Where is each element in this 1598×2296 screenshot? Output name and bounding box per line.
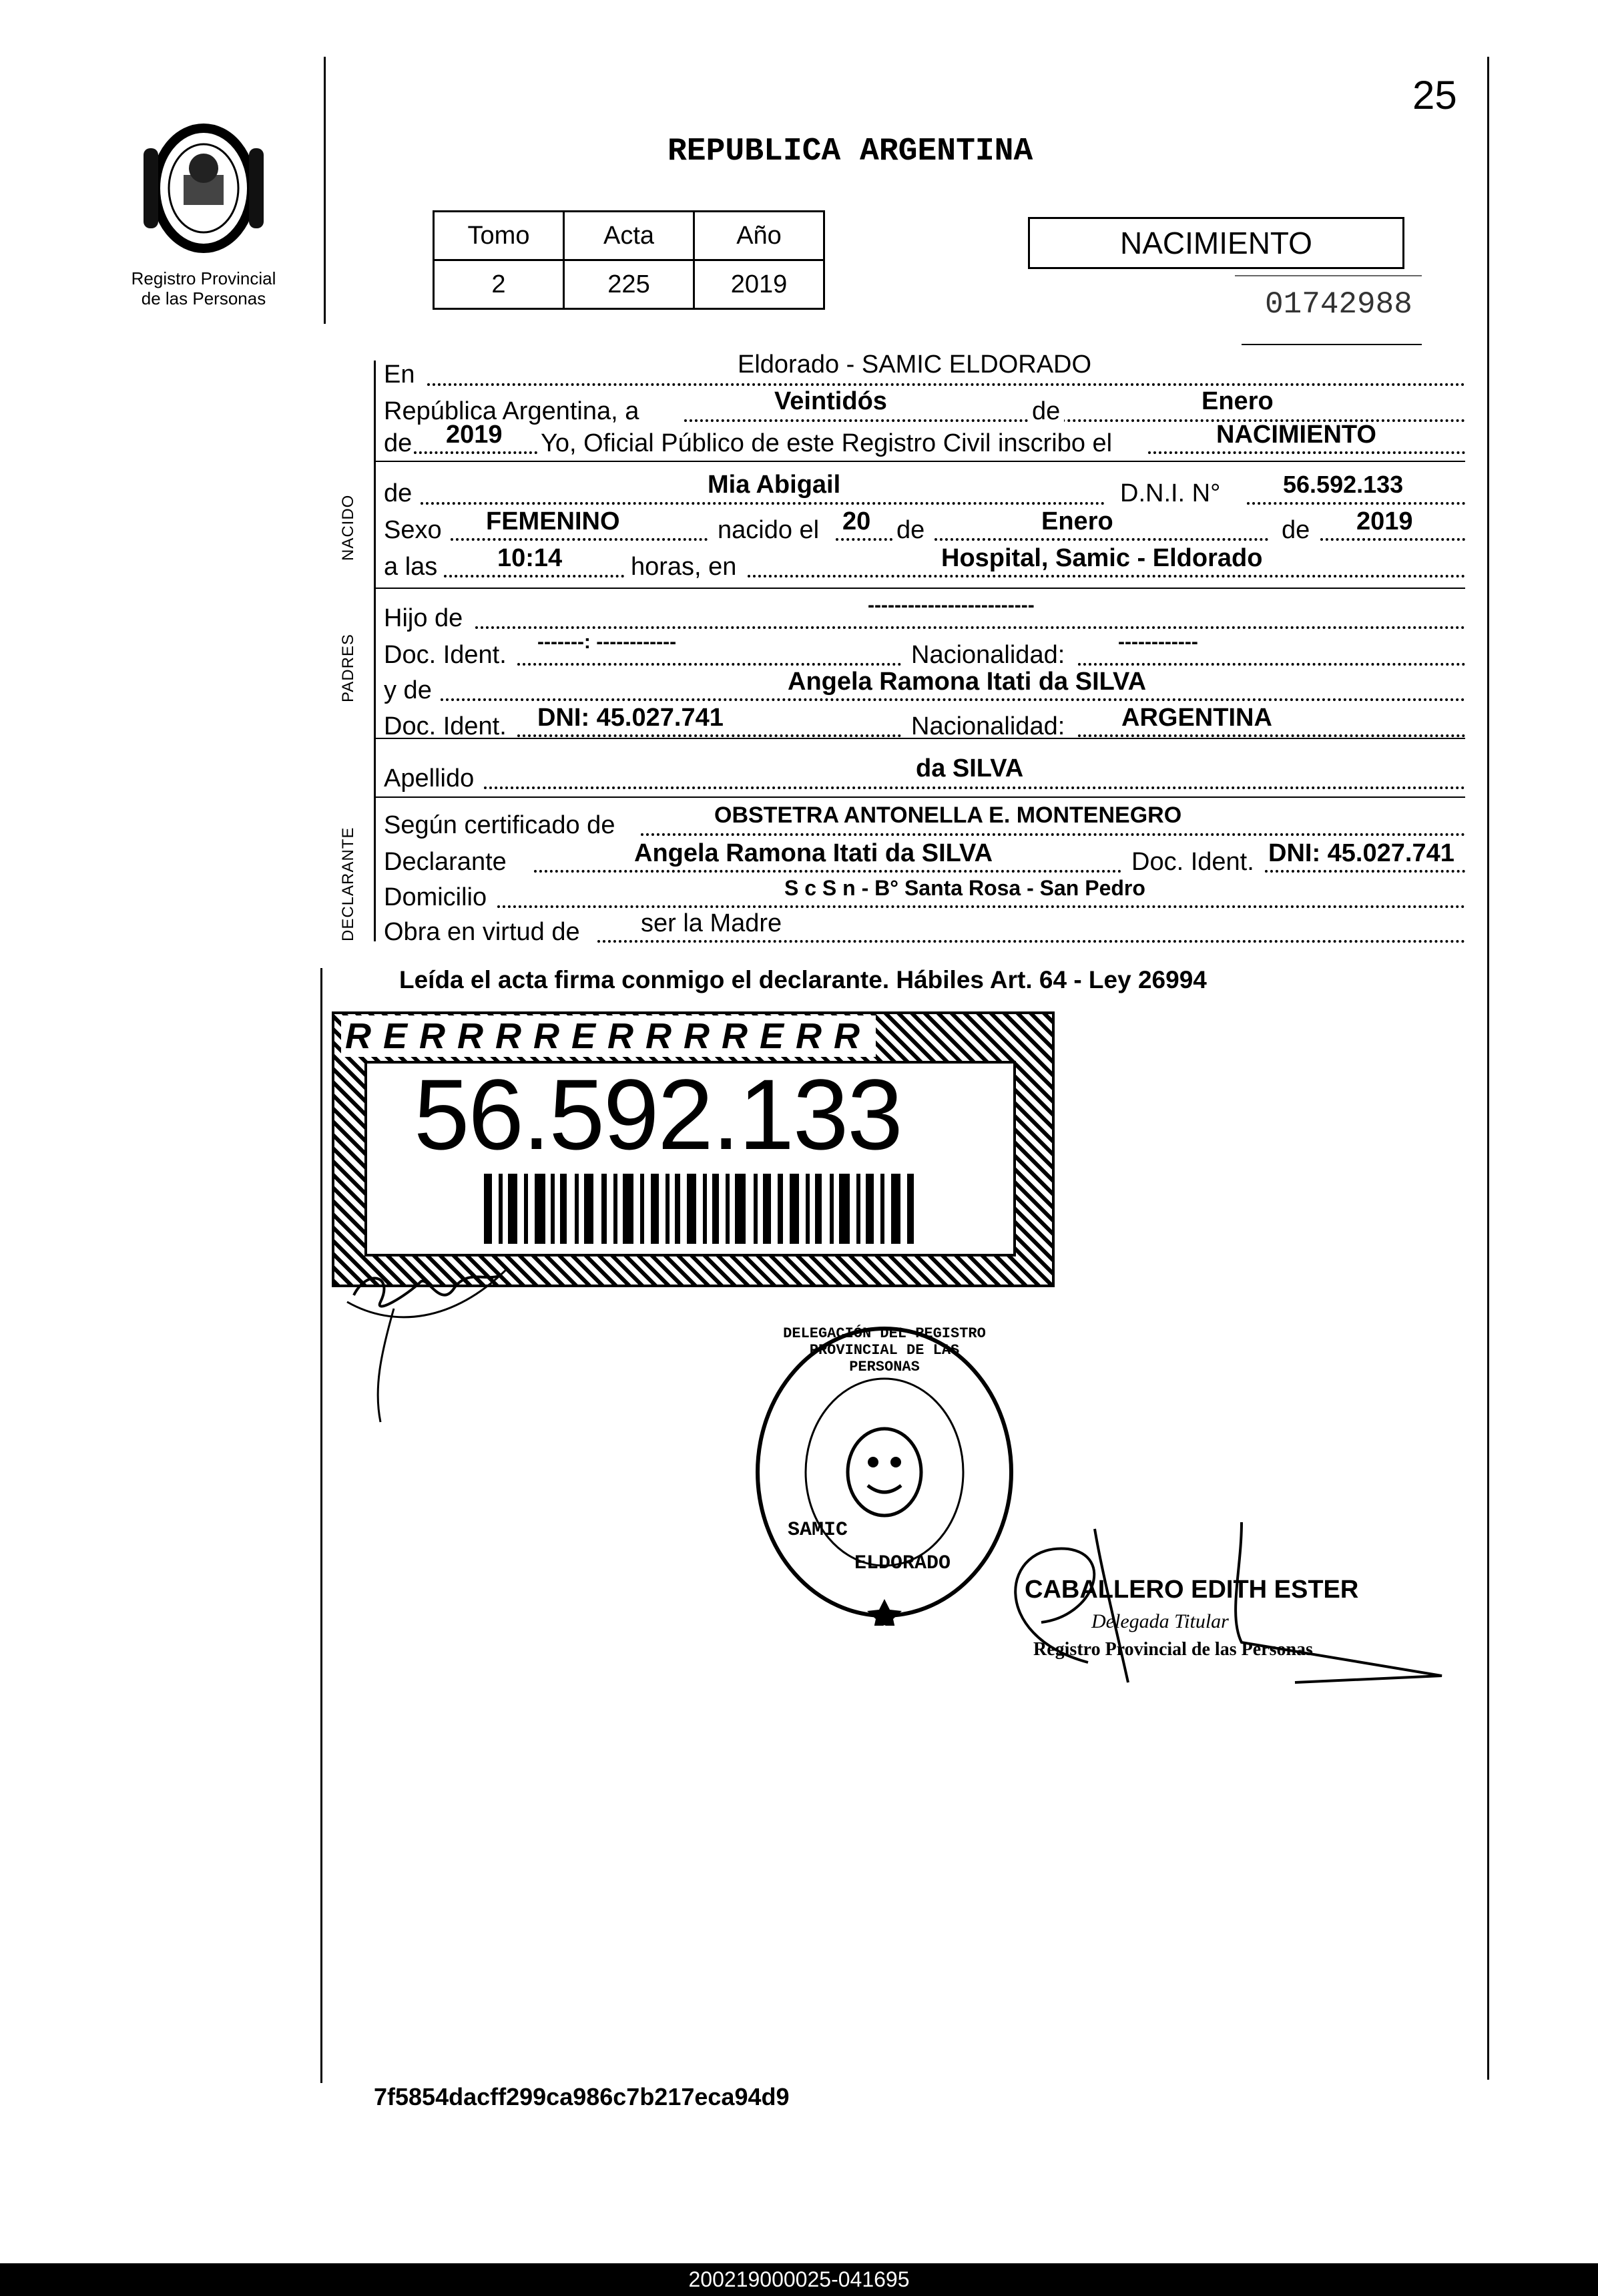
sticker-barcode: [484, 1174, 918, 1244]
side-label-padres: PADRES: [339, 634, 357, 702]
hijo-label: Hijo de: [384, 604, 463, 632]
segun-dots: [641, 833, 1465, 836]
rule-after-nacido: [374, 588, 1465, 589]
segun-label: Según certificado de: [384, 811, 615, 839]
declarante: Angela Ramona Itati da SILVA: [634, 839, 993, 867]
record-type: NACIMIENTO: [1120, 226, 1312, 260]
apellido-label: Apellido: [384, 764, 475, 792]
nacido-de-label: de: [896, 516, 925, 544]
declarante-doc-dots: [1265, 870, 1465, 873]
nombre-de-label: de: [384, 479, 413, 507]
logo-caption-2: de las Personas: [141, 288, 266, 308]
republica-label: República Argentina, a: [384, 397, 639, 425]
nacido-de-label-2: de: [1282, 516, 1310, 544]
hijo-value: -------------------------: [868, 594, 1035, 616]
declarante-doc: DNI: 45.027.741: [1268, 839, 1454, 867]
record-type-box: [1028, 217, 1404, 269]
nacido-dia-dots: [836, 538, 892, 541]
nacido-anio: 2019: [1356, 507, 1413, 535]
signer-name: CABALLERO EDITH ESTER: [1025, 1576, 1359, 1604]
page-number: 25: [1412, 73, 1457, 118]
footer-code: 200219000025-041695: [688, 2267, 910, 2291]
year: 2019: [446, 421, 503, 449]
padre-doc-label: Doc. Ident.: [384, 641, 507, 669]
table-header-acta: Acta: [564, 212, 694, 260]
sexo: FEMENINO: [486, 507, 620, 535]
signer-title: Delegada Titular: [1091, 1610, 1229, 1632]
table-value-tomo: 2: [434, 260, 564, 309]
table-header-anio: Año: [694, 212, 824, 260]
document-title: REPUBLICA ARGENTINA: [668, 134, 1033, 170]
table-value-acta: 225: [564, 260, 694, 309]
seal-ring-text: DELEGACIÓN DEL REGISTRO PROVINCIAL DE LAS PERSONAS: [783, 1325, 986, 1375]
en-label: En: [384, 361, 415, 389]
acto-dots: [1148, 451, 1465, 454]
document-hash: 7f5854dacff299ca986c7b217eca94d9: [374, 2083, 790, 2110]
madre-doc: DNI: 45.027.741: [537, 704, 724, 732]
nombre: Mia Abigail: [708, 471, 841, 499]
side-label-declarante: DECLARANTE: [339, 827, 357, 941]
declarante-doc-label: Doc. Ident.: [1131, 848, 1254, 876]
year-dots: [414, 451, 537, 454]
signer-office: Registro Provincial de las Personas: [1033, 1639, 1313, 1660]
declarante-dots: [534, 870, 1121, 873]
domicilio-dots: [497, 905, 1465, 908]
a-las-label: a las: [384, 553, 438, 581]
sexo-label: Sexo: [384, 516, 442, 544]
obra-label: Obra en virtud de: [384, 918, 580, 946]
y-de-label: y de: [384, 676, 432, 704]
rule-after-header: [374, 461, 1465, 462]
seal-inner-2: ELDORADO: [854, 1552, 951, 1575]
certificado: OBSTETRA ANTONELLA E. MONTENEGRO: [714, 802, 1182, 828]
madre-nac: ARGENTINA: [1121, 704, 1272, 732]
dni-sticker: [332, 1011, 1055, 1287]
domicilio-label: Domicilio: [384, 883, 487, 911]
madre-nac-dots: [1078, 734, 1465, 737]
rule-after-apellido: [374, 796, 1465, 798]
day-words: Veintidós: [774, 387, 887, 415]
nacido-mes: Enero: [1041, 507, 1113, 535]
en-value: Eldorado - SAMIC ELDORADO: [738, 351, 1092, 379]
en-dots: [427, 383, 1465, 386]
serial-rule-top: [1235, 275, 1422, 276]
sexo-dots: [451, 538, 708, 541]
closing-text: Leída el acta firma conmigo el declarante. Hábiles Art. 64 - Ley 26994: [399, 966, 1207, 993]
dni-dots: [1247, 502, 1465, 505]
sticker-panel: [364, 1058, 1016, 1256]
sticker-pattern: RERRRRERRRRERR: [341, 1015, 876, 1057]
frame-left-lower: [320, 968, 322, 2083]
padre-doc-dots: [517, 663, 901, 666]
serial-number: 01742988: [1265, 287, 1412, 322]
apellido-dots: [484, 786, 1465, 789]
dni-label: D.N.I. N°: [1120, 479, 1221, 507]
nacido-label: nacido el: [718, 516, 820, 544]
serial-rule-bottom: [1242, 344, 1422, 345]
de-label-2: de: [384, 429, 413, 457]
table-header-tomo: Tomo: [434, 212, 564, 260]
madre-nac-label: Nacionalidad:: [911, 712, 1065, 740]
padre-nac-dots: [1078, 663, 1465, 666]
frame-left-form: [374, 361, 376, 941]
hijo-dots: [475, 626, 1465, 629]
lugar-dots: [748, 575, 1465, 578]
obra: ser la Madre: [641, 909, 782, 937]
frame-left-upper: [324, 57, 326, 324]
dni: 56.592.133: [1283, 471, 1404, 498]
padre-doc: -------: ------------: [537, 631, 677, 653]
month: Enero: [1202, 387, 1274, 415]
apellido: da SILVA: [916, 754, 1024, 782]
nacido-anio-dots: [1320, 538, 1465, 541]
padre-nac-label: Nacionalidad:: [911, 641, 1065, 669]
table-value-anio: 2019: [694, 260, 824, 309]
obra-dots: [597, 940, 1465, 943]
madre-doc-label: Doc. Ident.: [384, 712, 507, 740]
side-label-nacido: NACIDO: [339, 494, 357, 561]
de-label-1: de: [1028, 397, 1064, 426]
nacido-mes-dots: [935, 538, 1268, 541]
declarant-signature: [340, 1255, 521, 1429]
frame-right: [1487, 57, 1489, 2080]
domicilio: S c S n - B° Santa Rosa - San Pedro: [784, 876, 1145, 900]
nombre-dots: [421, 502, 1105, 505]
nacido-dia: 20: [842, 507, 871, 535]
hora-dots: [444, 575, 624, 578]
oficial-text: Yo, Oficial Público de este Registro Civil inscribo el: [541, 429, 1113, 457]
official-signature: [961, 1516, 1455, 1696]
footer-bar: [0, 2263, 1598, 2296]
sticker-dni-number: 56.592.133: [414, 1058, 902, 1170]
province-logo: [137, 122, 270, 255]
padre-nac: ------------: [1118, 631, 1198, 653]
madre-doc-dots: [517, 734, 901, 737]
declarante-label: Declarante: [384, 848, 507, 876]
logo-caption-1: Registro Provincial: [131, 268, 276, 288]
madre: Angela Ramona Itati da SILVA: [788, 668, 1147, 696]
horas-label: horas, en: [631, 553, 737, 581]
lugar: Hospital, Samic - Eldorado: [941, 544, 1263, 572]
record-table: [433, 210, 825, 310]
madre-dots: [441, 698, 1465, 701]
hora: 10:14: [497, 544, 563, 572]
seal-inner-1: SAMIC: [788, 1519, 848, 1542]
acto: NACIMIENTO: [1216, 421, 1376, 449]
